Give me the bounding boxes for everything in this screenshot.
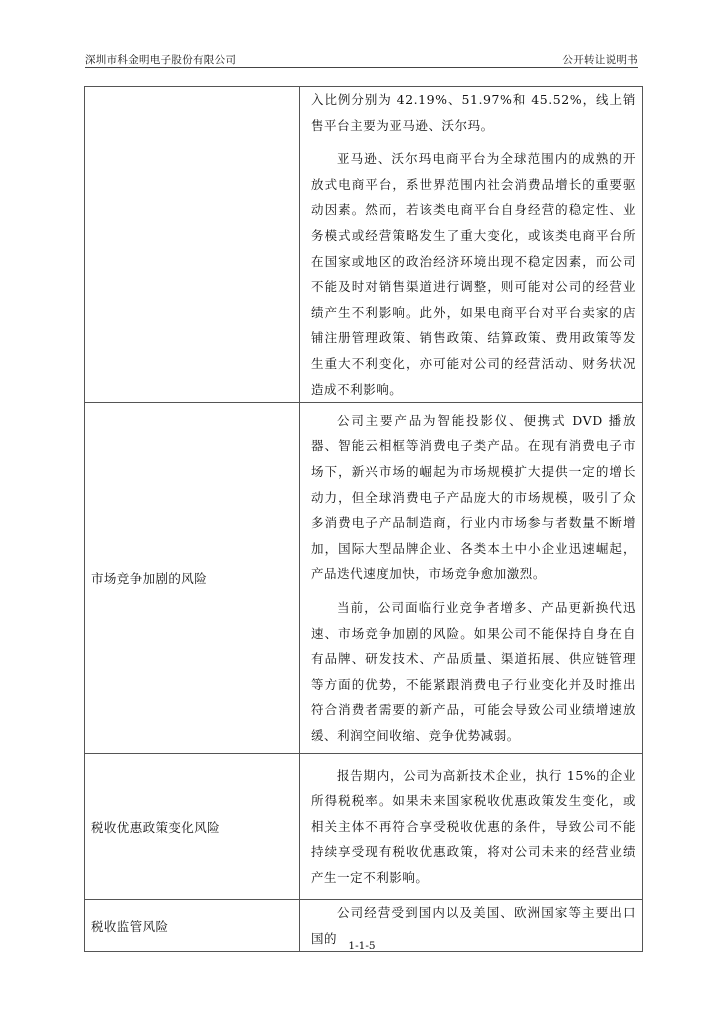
risk-paragraph: 当前，公司面临行业竞争者增多、产品更新换代迅速、市场竞争加剧的风险。如果公司不能保持自身在自有品牌、研发技术、产品质量、渠道拓展、供应链管理等方面的优势，不能紧跟消费电子行业变化并及时推出符合消费者需要的新产品，可能会导致公司业绩增速放缓、利润空间收缩、竞争优势减弱。 bbox=[311, 599, 636, 743]
page-header bbox=[85, 52, 638, 66]
risk-name bbox=[85, 87, 300, 403]
risk-paragraph: 公司主要产品为智能投影仪、便携式 DVD 播放器、智能云相框等消费电子类产品。在现有消费电子市场下，新兴市场的崛起为市场规模扩大提供一定的增长动力，但全球消费电子产品庞大的市场规模，吸引了众多消费电子产品制造商，行业内市场参与者数量不断增加，国际大型品牌企业、各类本土中小企业迅速崛起，产品迭代速度加快，市场竞争愈加激烈。 bbox=[311, 412, 636, 582]
risk-name: 税收监管风险 bbox=[85, 900, 300, 952]
table-row bbox=[85, 87, 643, 403]
header-divider bbox=[85, 67, 638, 68]
risk-description bbox=[300, 403, 643, 754]
risk-name: 税收优惠政策变化风险 bbox=[85, 754, 300, 900]
company-name: 深圳市科金明电子股份有限公司 bbox=[85, 54, 237, 66]
risk-paragraph: 亚马逊、沃尔玛电商平台为全球范围内的成熟的开放式电商平台，系世界范围内社会消费品增长的重要驱动因素。然而，若该类电商平台自身经营的稳定性、业务模式或经营策略发生了重大变化，或该类电商平台所在国家或地区的政治经济环境出现不稳定因素，而公司不能及时对销售渠道进行调整，则可能对公司的经营业绩产生不利影响。此外，如果电商平台对平台卖家的店铺注册管理政策、销售政策、结算政策、费用政策等发生重大不利变化，亦可能对公司的经营活动、财务状况造成不利影响。 bbox=[311, 151, 636, 397]
risk-description bbox=[300, 87, 643, 403]
document-title: 公开转让说明书 bbox=[562, 54, 638, 66]
table-row bbox=[85, 754, 643, 900]
risk-paragraph: 入比例分别为 42.19%、51.97%和 45.52%，线上销售平台主要为亚马逊、沃尔玛。 bbox=[311, 92, 636, 133]
risk-table bbox=[84, 86, 643, 952]
table-row bbox=[85, 403, 643, 754]
risk-paragraph: 公司经营受到国内以及美国、欧洲国家等主要出口国的 bbox=[311, 905, 636, 946]
risk-name: 市场竞争加剧的风险 bbox=[85, 403, 300, 754]
risk-paragraph: 报告期内，公司为高新技术企业，执行 15%的企业所得税税率。如果未来国家税收优惠政策发生变化，或相关主体不再符合享受税收优惠的条件，导致公司不能持续享受现有税收优惠政策，将对公司未来的经营业绩产生一定不利影响。 bbox=[311, 767, 636, 886]
page-number: 1-1-5 bbox=[348, 940, 376, 952]
risk-description bbox=[300, 754, 643, 900]
